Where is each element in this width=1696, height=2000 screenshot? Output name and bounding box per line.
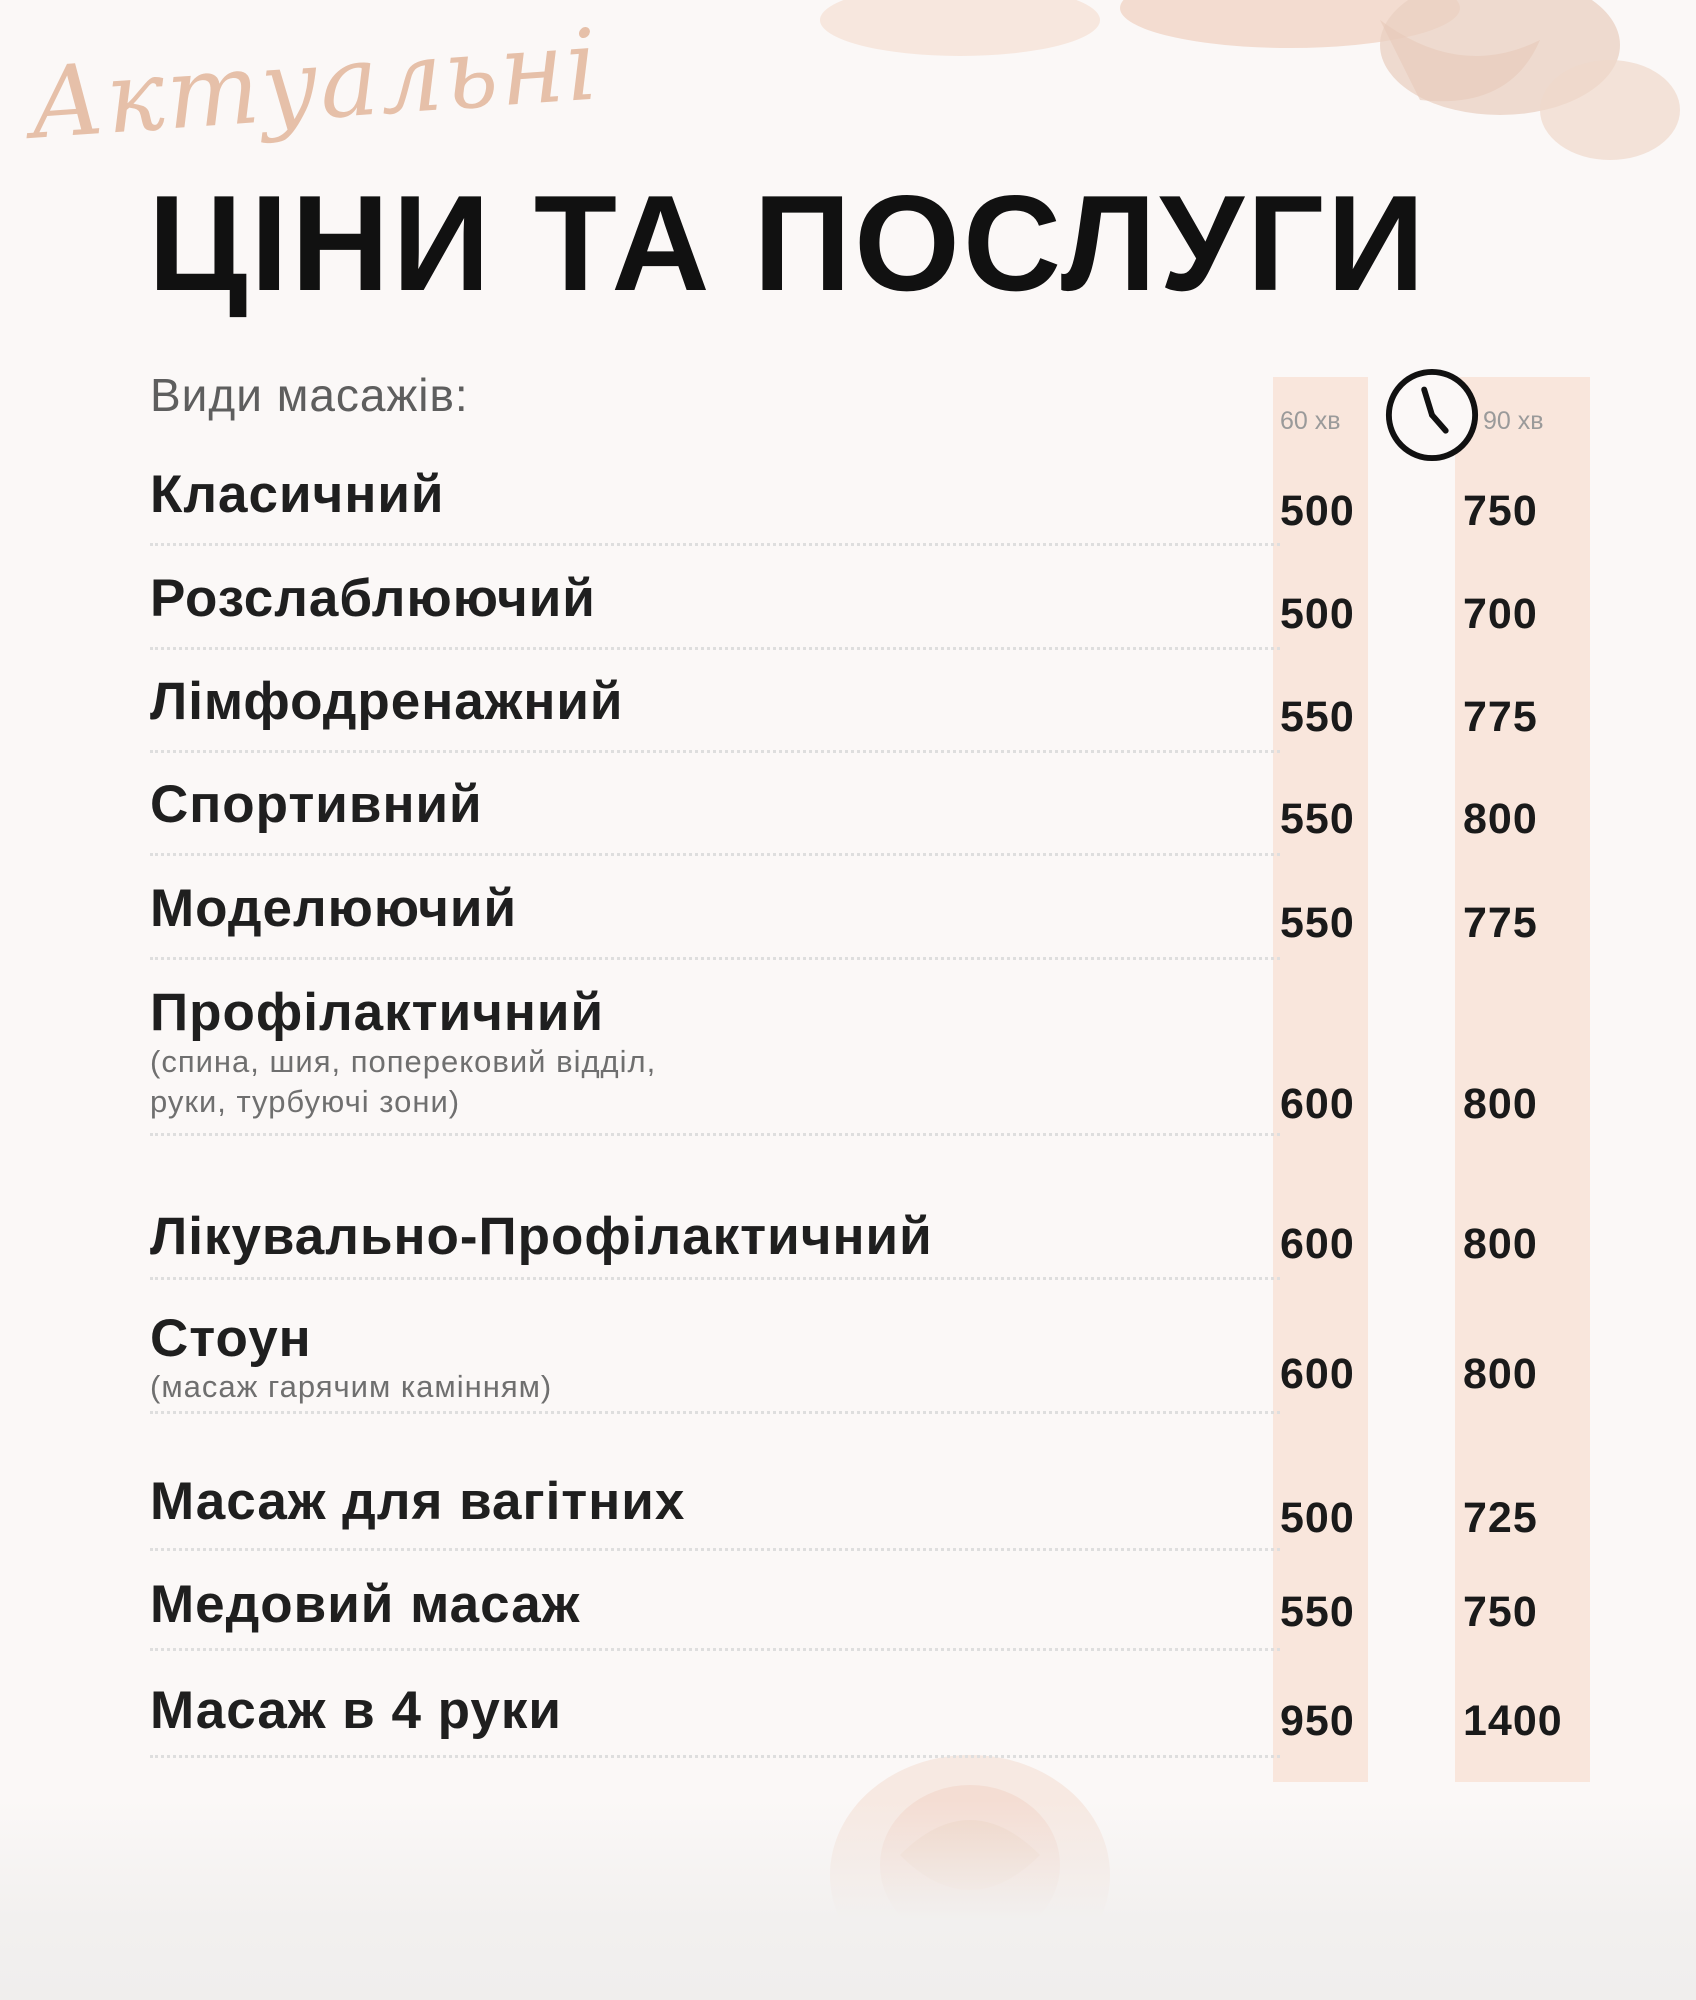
- price-60: 550: [1280, 693, 1355, 741]
- dotted-divider: [150, 647, 1280, 650]
- price-90: 750: [1463, 487, 1538, 535]
- service-name: Класичний: [150, 465, 445, 524]
- dotted-divider: [150, 1648, 1280, 1651]
- service-name: Лікувально-Профілактичний: [150, 1207, 933, 1266]
- dotted-divider: [150, 1548, 1280, 1551]
- dotted-divider: [150, 1411, 1280, 1414]
- service-name: Спортивний: [150, 775, 483, 834]
- price-60: 550: [1280, 1588, 1355, 1636]
- dotted-divider: [150, 1277, 1280, 1280]
- price-60: 600: [1280, 1350, 1355, 1398]
- price-90: 800: [1463, 795, 1538, 843]
- flower-decoration-top-icon: [820, 0, 1696, 180]
- price-90: 1400: [1463, 1697, 1563, 1745]
- bottom-fade: [0, 1800, 1696, 2000]
- service-name: Медовий масаж: [150, 1575, 581, 1634]
- price-60: 500: [1280, 590, 1355, 638]
- service-name: Профілактичний: [150, 983, 605, 1042]
- price-90: 800: [1463, 1080, 1538, 1128]
- dotted-divider: [150, 853, 1280, 856]
- service-note: руки, турбуючі зони): [150, 1084, 461, 1119]
- price-60: 500: [1280, 487, 1355, 535]
- price-90: 725: [1463, 1494, 1538, 1542]
- service-name: Масаж в 4 руки: [150, 1681, 562, 1740]
- price-60: 600: [1280, 1220, 1355, 1268]
- service-name: Масаж для вагітних: [150, 1472, 686, 1531]
- dotted-divider: [150, 543, 1280, 546]
- price-90: 775: [1463, 899, 1538, 947]
- price-60: 950: [1280, 1697, 1355, 1745]
- service-name: Моделюючий: [150, 879, 518, 938]
- section-label: Види масажів:: [150, 369, 469, 421]
- service-note: (спина, шия, поперековий відділ,: [150, 1044, 657, 1079]
- price-90: 800: [1463, 1350, 1538, 1398]
- price-60: 550: [1280, 899, 1355, 947]
- script-title: Актуальні: [26, 8, 604, 162]
- dotted-divider: [150, 750, 1280, 753]
- price-90: 700: [1463, 590, 1538, 638]
- dotted-divider: [150, 1755, 1280, 1758]
- page-title: ЦІНИ ТА ПОСЛУГИ: [148, 167, 1428, 319]
- service-name: Розслаблюючий: [150, 569, 596, 628]
- column-header-90: 90 хв: [1483, 407, 1544, 435]
- service-name: Стоун: [150, 1309, 312, 1368]
- clock-icon: [1383, 366, 1481, 464]
- price-60: 500: [1280, 1494, 1355, 1542]
- service-note: (масаж гарячим камінням): [150, 1369, 553, 1404]
- price-90: 775: [1463, 693, 1538, 741]
- service-name: Лімфодренажний: [150, 672, 624, 731]
- column-header-60: 60 хв: [1280, 407, 1341, 435]
- price-60: 550: [1280, 795, 1355, 843]
- dotted-divider: [150, 957, 1280, 960]
- price-60: 600: [1280, 1080, 1355, 1128]
- price-90: 750: [1463, 1588, 1538, 1636]
- dotted-divider: [150, 1133, 1280, 1136]
- price-90: 800: [1463, 1220, 1538, 1268]
